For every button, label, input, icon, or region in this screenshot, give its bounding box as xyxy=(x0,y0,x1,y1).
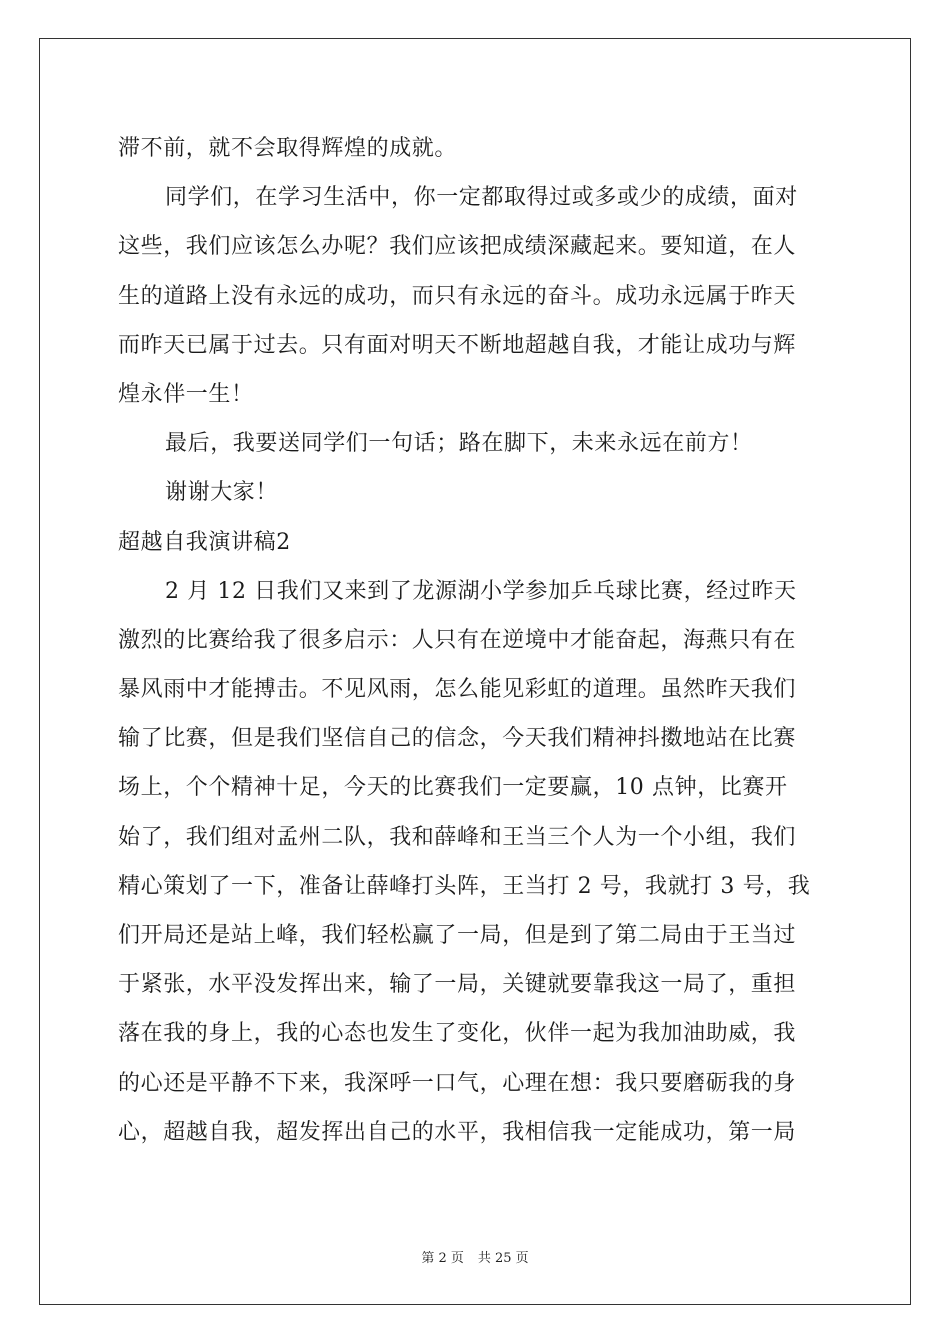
body-line: 落在我的身上，我的心态也发生了变化，伙伴一起为我加油助威，我 xyxy=(118,1021,797,1047)
body-line: 滞不前，就不会取得辉煌的成就。 xyxy=(118,136,458,161)
body-line: 生的道路上没有永远的成功，而只有永远的奋斗。成功永远属于昨天 xyxy=(118,283,797,309)
body-line: 激烈的比赛给我了很多启示：人只有在逆境中才能奋起，海燕只有在 xyxy=(118,627,797,653)
body-line: 输了比赛，但是我们坚信自己的信念，今天我们精神抖擞地站在比赛 xyxy=(118,726,797,752)
document-body xyxy=(118,124,838,1157)
body-line: 而昨天已属于过去。只有面对明天不断地超越自我，才能让成功与辉 xyxy=(118,332,797,358)
paragraph-start-line: 最后，我要送同学们一句话；路在脚下，未来永远在前方！ xyxy=(165,431,753,457)
body-line: 煌永伴一生！ xyxy=(118,381,254,407)
body-line: 始了，我们组对孟州二队，我和薛峰和王当三个人为一个小组，我们 xyxy=(118,824,797,850)
paragraph-start-line: 谢谢大家！ xyxy=(165,480,279,506)
body-line: 于紧张，水平没发挥出来，输了一局，关键就要靠我这一局了，重担 xyxy=(118,972,797,998)
paragraph-start-line: 同学们，在学习生活中，你一定都取得过或多或少的成绩，面对 xyxy=(165,185,798,211)
section-heading: 超越自我演讲稿2 xyxy=(118,529,291,555)
body-line: 精心策划了一下，准备让薛峰打头阵，王当打 2 号，我就打 3 号，我 xyxy=(118,873,811,899)
body-line: 的心还是平静不下来，我深呼一口气，心理在想：我只要磨砺我的身 xyxy=(118,1070,797,1096)
body-line: 们开局还是站上峰，我们轻松赢了一局，但是到了第二局由于王当过 xyxy=(118,923,797,948)
paragraph-start-line: 2 月 12 日我们又来到了龙源湖小学参加乒乓球比赛，经过昨天 xyxy=(165,578,797,604)
body-line: 暴风雨中才能搏击。不见风雨，怎么能见彩虹的道理。虽然昨天我们 xyxy=(118,677,797,703)
page-footer xyxy=(0,1247,950,1266)
page-number: 第 2 页 xyxy=(421,1251,464,1266)
body-line: 场上，个个精神十足，今天的比赛我们一定要赢，10 点钟，比赛开 xyxy=(118,775,788,801)
body-line: 心，超越自我，超发挥出自己的水平，我相信我一定能成功，第一局 xyxy=(118,1119,797,1145)
page-total: 共 25 页 xyxy=(477,1251,529,1266)
body-line: 这些，我们应该怎么办呢？我们应该把成绩深藏起来。要知道，在人 xyxy=(118,234,797,260)
